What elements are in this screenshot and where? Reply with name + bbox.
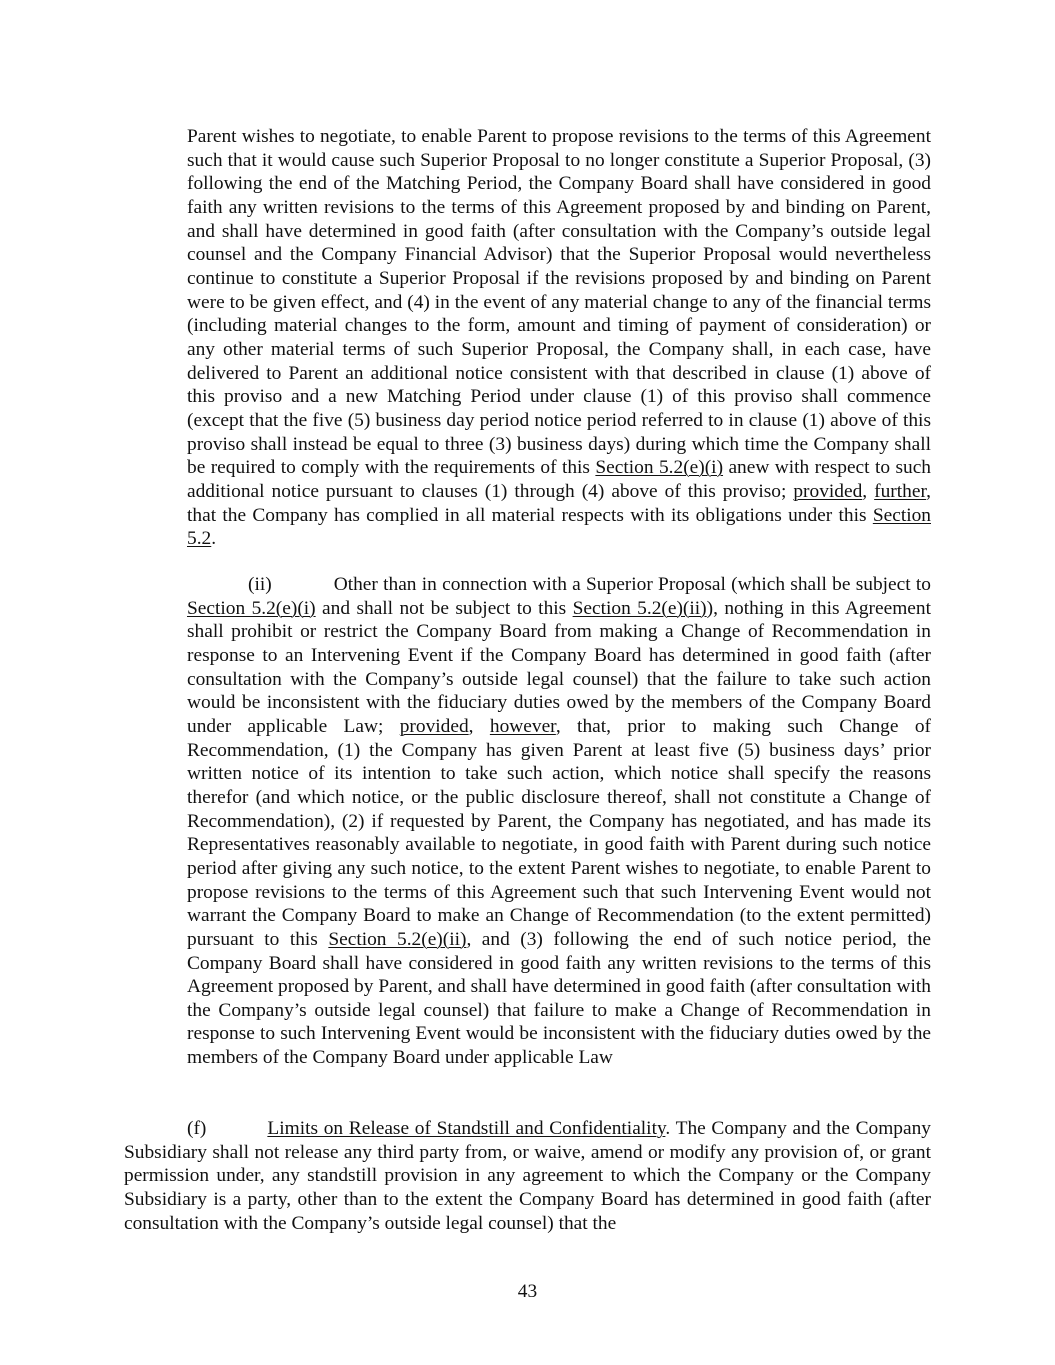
page-number: 43 (517, 1281, 538, 1302)
section-heading: Limits on Release of Standstill and Confidentiality (267, 1118, 666, 1139)
text-segment: . The Company and the Company Subsidiary shall not release any third party from, or waive, amend or modify any provision of, or grant permission under, any standstill provision in any agreement to which the Company or the Company Subsidiary is a party, other than to the extent the Company Board has determined in good faith (after consultation with the Company’s outside legal counsel) that the (124, 1118, 931, 1234)
text-segment: Other than in connection with a Superior Proposal (which shall be subject to (333, 574, 931, 595)
paragraph-matching-period-continuation (187, 125, 931, 551)
text-segment: , that, prior to making such Change of Recommendation, (1) the Company has given Parent at least five (5) business days’ prior written notice of its intention to take such action, which notice shall specify the reasons therefor (and which notice, or the public disclosure thereof, shall not constitute a Change of Recommendation), (2) if requested by Parent, the Company has negotiated, and has made its Representatives reasonably available to negotiate, in good faith with Parent during such notice period after giving any such notice, to the extent Parent wishes to negotiate, to enable Parent to propose revisions to the terms of this Agreement such that such Intervening Event would not warrant the Company Board to make an Change of Recommendation (to the extent permitted) pursuant to this (187, 715, 931, 950)
however-term: however (489, 715, 556, 737)
text-segment: , (862, 480, 875, 502)
clause-label: (ii) (248, 574, 272, 595)
text-segment: anew with respect to such additional notice pursuant to clauses (1) through (4) above of this proviso; (187, 457, 931, 502)
paragraph-intervening-event (187, 573, 931, 1070)
section-reference: Section 5.2(e)(ii) (572, 597, 707, 619)
section-reference: Section 5.2(e)(ii) (328, 928, 467, 950)
clause-label: (f) (187, 1118, 207, 1139)
section-reference: Section 5.2 (187, 504, 931, 550)
section-reference: Section 5.2(e)(i) (187, 597, 316, 619)
text-segment: and shall not be subject to this (315, 597, 573, 619)
provided-term: provided (793, 480, 863, 502)
text-segment: ), nothing in this Agreement shall prohibit or restrict the Company Board from making a Change of Recommendation in response to an Intervening Event if the Company Board has determined in good faith (after consultation with the Company’s outside legal counsel) that the failure to take such action would be inconsistent with the fiduciary duties owed by the members of the Company Board under applicable Law; (187, 597, 931, 737)
text-segment: . (211, 528, 217, 550)
section-reference: Section 5.2(e)(i) (595, 457, 724, 479)
further-term: further (874, 480, 927, 502)
text-segment: Parent wishes to negotiate, to enable Parent to propose revisions to the terms of this Agreement such that it would cause such Superior Proposal to no longer constitute a Superior Proposal, (3) following the end of the Matching Period, the Company Board shall have considered in good faith any written revisions to the terms of this Agreement proposed by and binding on Parent, and shall have determined in good faith (after consultation with the Company’s outside legal counsel and the Company Financial Advisor) that the Superior Proposal would nevertheless continue to constitute a Superior Proposal if the revisions proposed by and binding on Parent were to be given effect, and (4) in the event of any material change to any of the financial terms (including material changes to the form, amount and timing of payment of consideration) or any other material terms of such Superior Proposal, the Company shall, in each case, have delivered to Parent an additional notice consistent with that described in clause (1) above of this proviso and a new Matching Period under clause (1) of this proviso shall commence (except that the five (5) business day period notice period referred to in clause (1) above of this proviso shall instead be equal to three (3) business days) during which time the Company shall be required to comply with the requirements of this (187, 126, 931, 479)
text-segment: , that the Company has complied in all material respects with its obligations under this (187, 480, 931, 526)
provided-term: provided (399, 715, 469, 737)
text-segment: , and (3) following the end of such notice period, the Company Board shall have considered in good faith any written revisions to the terms of this Agreement proposed by Parent, and shall have determined in good faith (after consultation with the Company’s outside legal counsel) that failure to make a Change of Recommendation in response to such Intervening Event would be inconsistent with the fiduciary duties owed by the members of the Company Board under applicable Law (187, 928, 932, 1069)
paragraph-standstill-limits (124, 1117, 931, 1235)
text-segment: , (468, 715, 490, 737)
